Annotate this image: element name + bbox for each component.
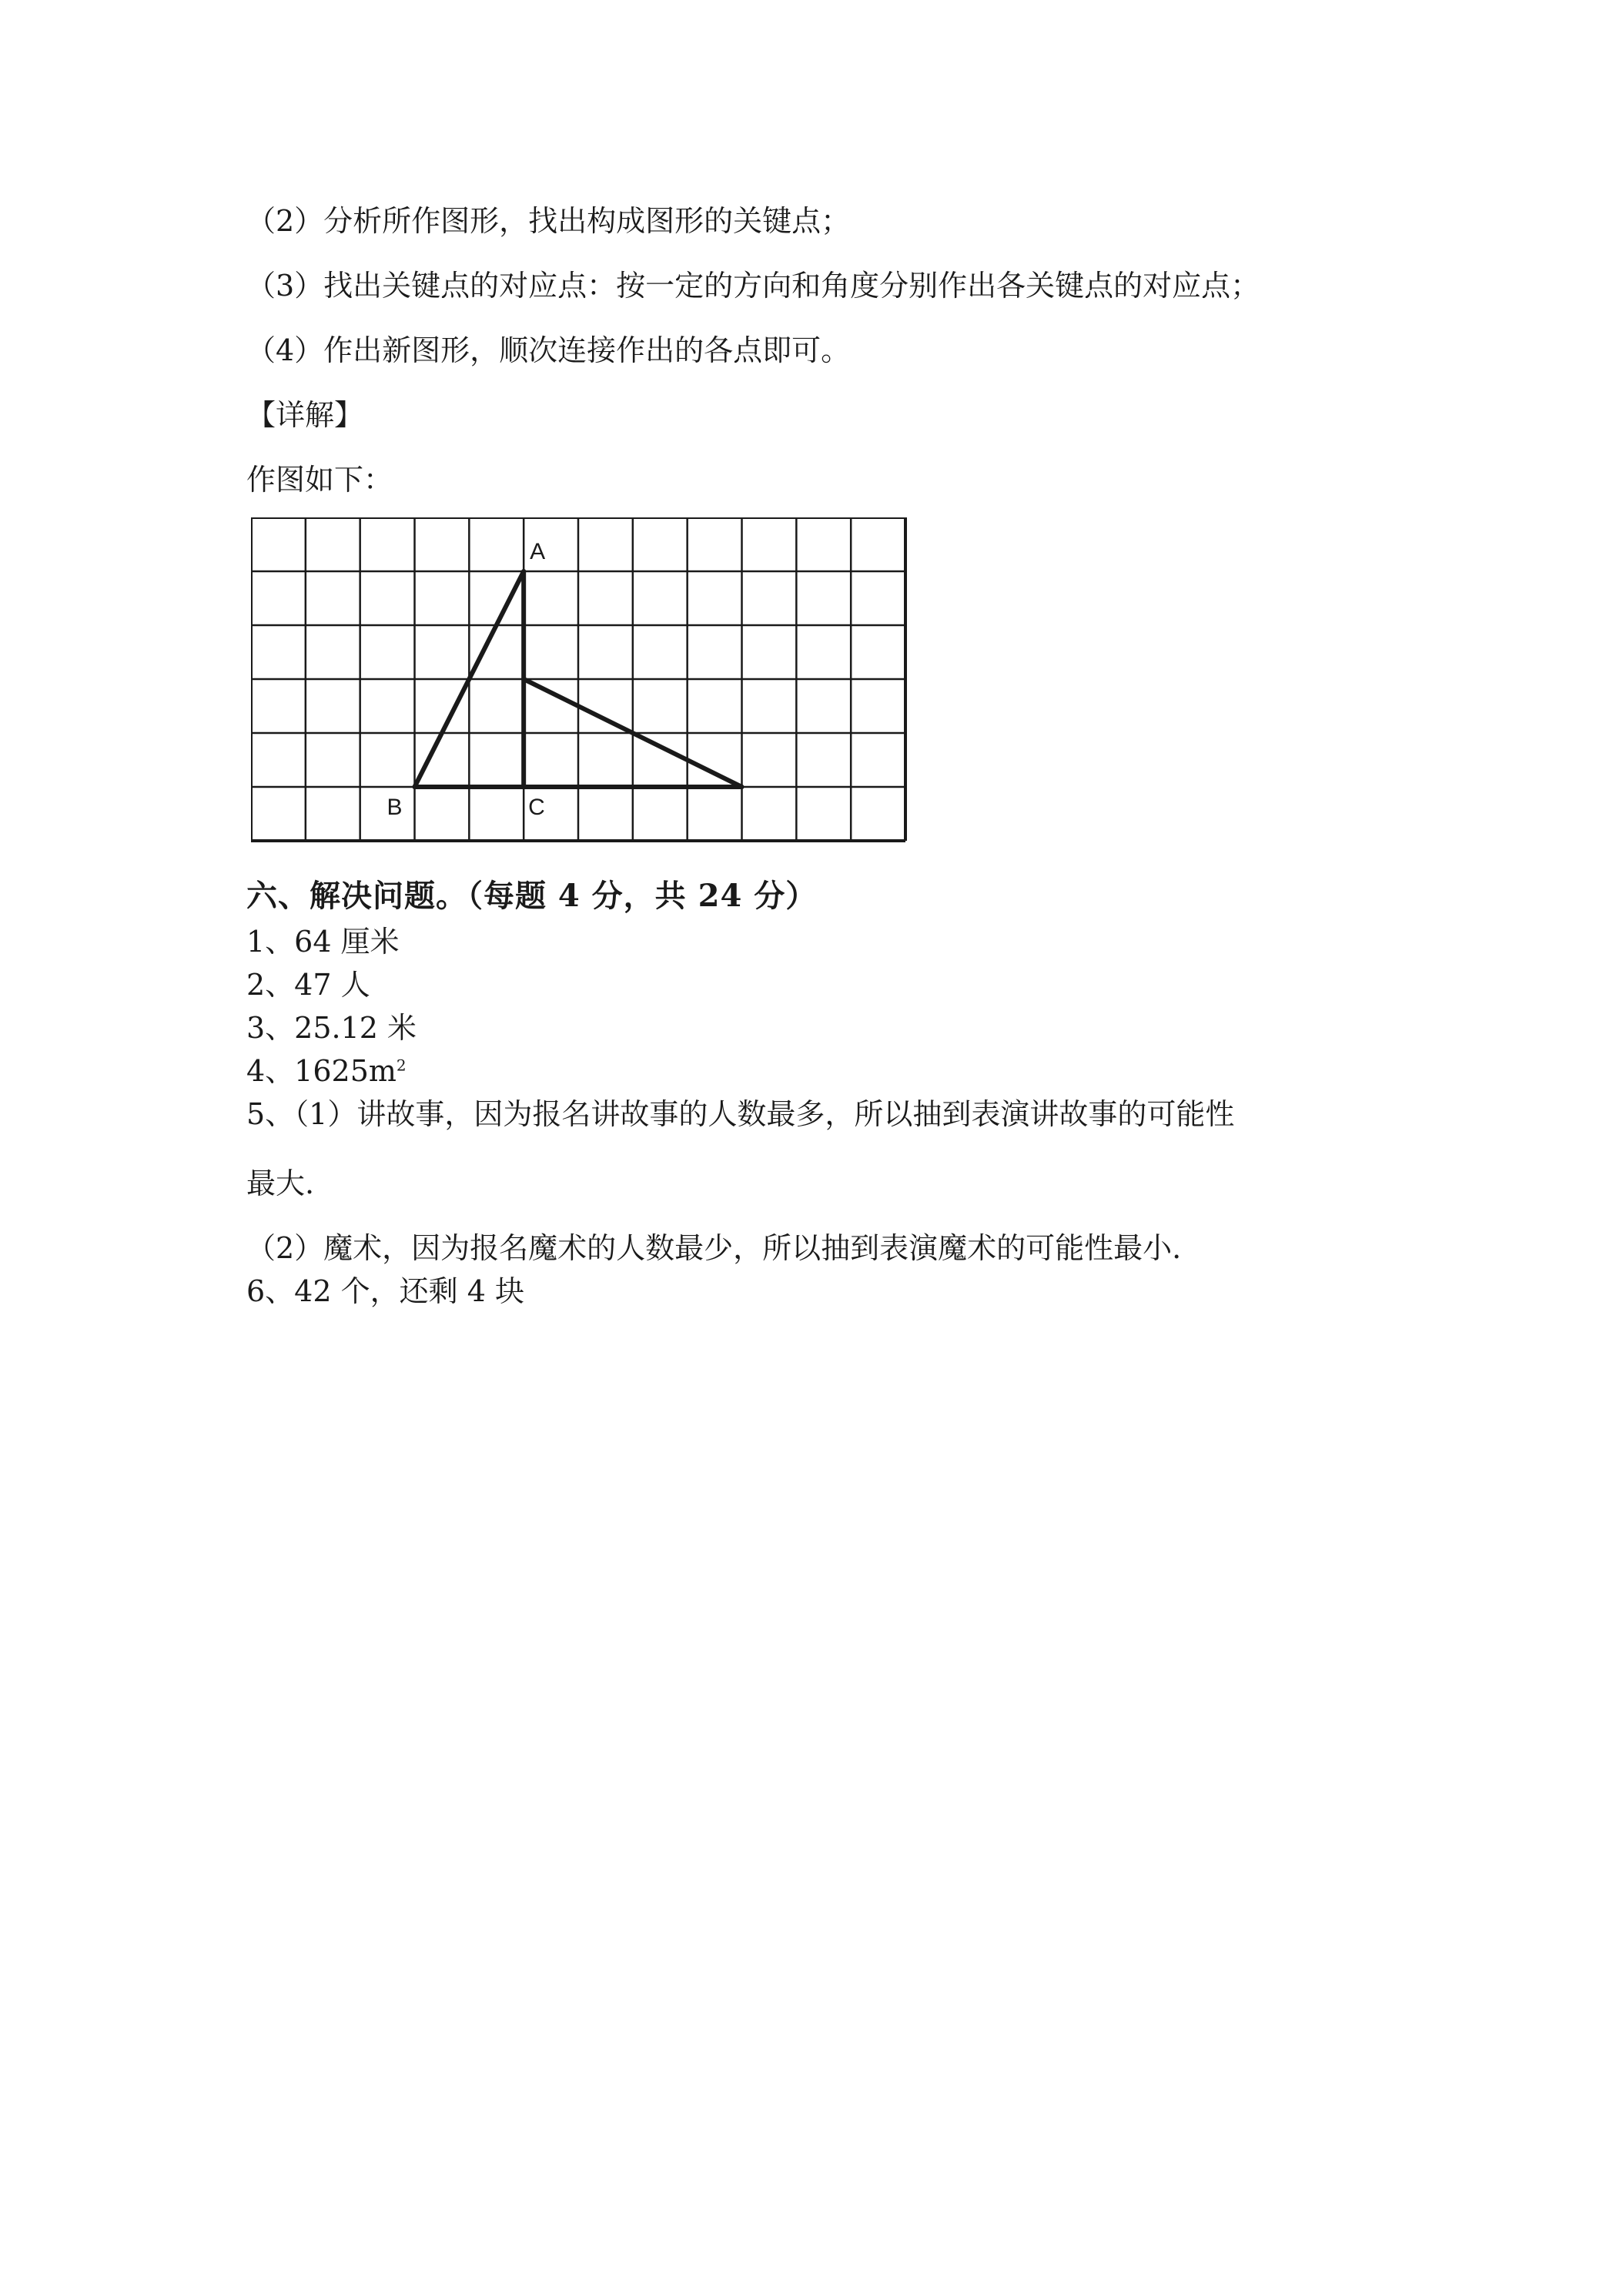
section-title: 六、解决问题。（每题 4 分，共 24 分）	[246, 878, 818, 914]
answer-5-part-1-cont: 最大.	[246, 1166, 315, 1200]
label-c: C	[528, 795, 545, 820]
label-b: B	[387, 795, 403, 820]
grid-figure	[251, 517, 913, 859]
answer-6: 6、42 个，还剩 4 块	[246, 1274, 524, 1308]
answer-4	[246, 1047, 407, 1089]
label-a: A	[530, 539, 546, 564]
step-4: （4）作出新图形，顺次连接作出的各点即可。	[246, 333, 851, 367]
grid-svg	[251, 517, 913, 856]
step-3: （3）找出关键点的对应点：按一定的方向和角度分别作出各关键点的对应点；	[246, 269, 1260, 303]
step-2: （2）分析所作图形，找出构成图形的关键点；	[246, 204, 851, 238]
answer-5-part-2: （2）魔术，因为报名魔术的人数最少，所以抽到表演魔术的可能性最小.	[246, 1231, 1182, 1265]
figure-intro: 作图如下：	[246, 463, 393, 497]
detail-heading: 【详解】	[246, 398, 364, 432]
answer-4-sup: 2	[396, 1056, 407, 1075]
answer-3: 3、25.12 米	[246, 1011, 417, 1045]
answer-2: 2、47 人	[246, 968, 370, 1002]
answer-1: 1、64 厘米	[246, 925, 400, 959]
grid-lines	[251, 517, 905, 841]
answer-5-part-1: 5、（1）讲故事，因为报名讲故事的人数最多，所以抽到表演讲故事的可能性	[246, 1097, 1235, 1131]
answer-4-text: 4、1625m	[246, 1054, 397, 1088]
